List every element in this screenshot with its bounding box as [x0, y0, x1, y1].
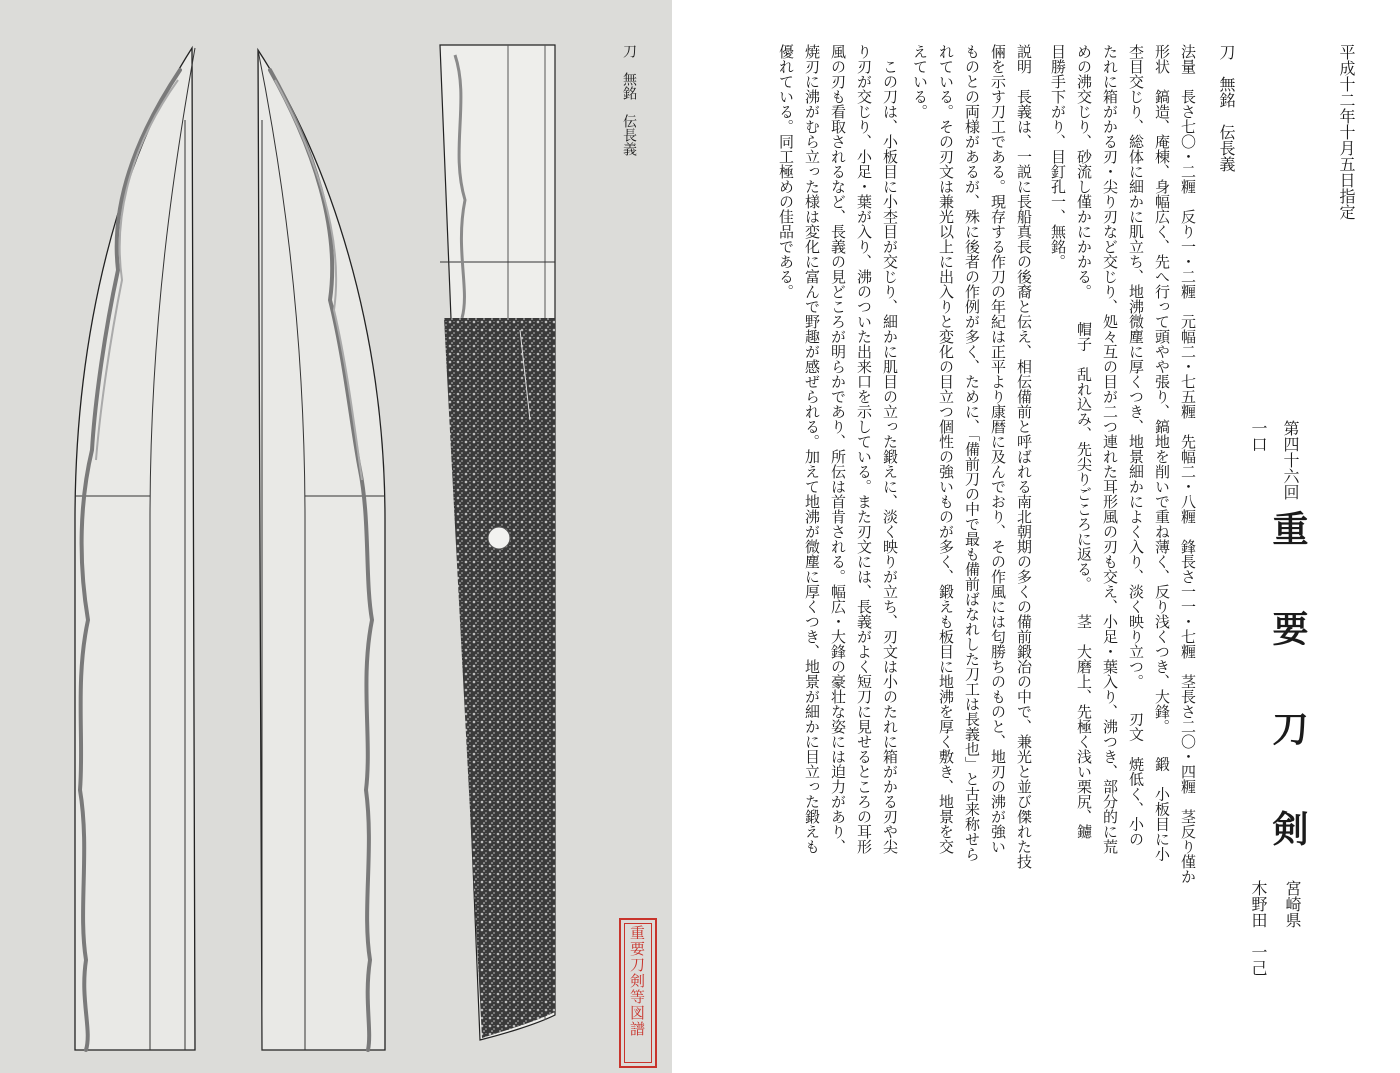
text-column: ものとの両様があるが、殊に後者の作例が多く、ために、「備前刀の中で最も備前ばなれした刀工は長義也」と古来称せら [963, 44, 981, 862]
text-column: えている。 [911, 44, 929, 119]
text-column: 優れている。同工極めの佳品である。 [777, 44, 795, 299]
nakago-rubbing [440, 45, 555, 1040]
text-column: たれに箱がかる刃・尖り刃など交じり、処々互の目が二つ連れた耳形風の刃も交え、小足・葉入り、沸つき、部分的に荒 [1101, 44, 1119, 854]
text-column: 焼刃に沸がむら立った様は変化に富んで野趣が感ぜられる。加えて地沸が微塵に厚くつき、地景が細かに目立った鍛えも [803, 44, 821, 854]
text-column: この刀は、小板目に小杢目が交じり、細かに肌目の立った鍛えに、淡く映りが立ち、刃文は小のたれに箱がかる刃や尖 [881, 44, 899, 854]
text-column: れている。その刃文は兼光以上に出入りと変化の目立つ個性の強いものが多く、鍛えも板目に地沸を厚く敷き、地景を交 [937, 44, 955, 854]
text-column: り刃が交じり、小足・葉が入り、沸のついた出来口を示している。また刃文には、長義がよく短刀に見せるところの耳形 [855, 44, 873, 854]
item-count: 一口 [1249, 420, 1268, 452]
seal-text: 重要刀剣等図譜 [628, 925, 646, 1037]
kissaki-back-drawing [258, 50, 385, 1050]
owner-name: 木野田 一己 [1249, 880, 1268, 976]
text-column: 目勝手下がり、目釘孔一、無銘。 [1049, 44, 1067, 269]
collection-seal [619, 918, 657, 1068]
text-column: 形状 鎬造、庵棟、身幅広く、先へ行って頭やや張り、鎬地を削いで重ね薄く、反り浅くつき、大鋒。 鍛 小板目に小 [1153, 44, 1171, 862]
document-title: 重 要 刀 剣 [1267, 510, 1309, 860]
text-column: 風の刃も看取されるなど、長義の見どころが明らかであり、所伝は首肯される。幅広・大鋒の豪壮な姿には迫力があり、 [829, 44, 847, 854]
text-column: 法量 長さ七〇・二糎 反り一・二糎 元幅二・七五糎 先幅二・八糎 鋒長さ一一・七糎 茎長さ二〇・四糎 茎反り僅か [1179, 44, 1197, 884]
text-column: 説明 長義は、一説に長船真長の後裔と伝え、相伝備前と呼ばれる南北朝期の多くの備前鍛冶の中で、兼光と並び傑れた技 [1015, 44, 1033, 869]
designation-date: 平成十二年十月五日指定 [1337, 44, 1356, 220]
text-column: 倆を示す刀工である。現存する作刀の年紀は正平より康暦に及んでおり、その作風には匂勝ちのものと、地刃の沸が強い [989, 44, 1007, 854]
item-name: 刀 無銘 伝長義 [1217, 44, 1236, 172]
oshigata-illustration [0, 0, 672, 1073]
text-column: めの沸交じり、砂流し僅かにかかる。 帽子 乱れ込み、先尖りごころに返る。 茎 大磨上、先極く浅い栗尻、鑢 [1075, 44, 1093, 839]
description-page [672, 0, 1400, 1073]
kissaki-front-drawing [75, 48, 195, 1050]
text-column: 杢目交じり、総体に細かに肌立ち、地沸微塵に厚くつき、地景細かによく入り、淡く映り立つ。 刃文 焼低く、小の [1127, 44, 1145, 847]
oshigata-page [0, 0, 672, 1073]
prefecture: 宮崎県 [1283, 880, 1302, 928]
oshigata-caption: 刀 無銘 伝長義 [621, 44, 637, 156]
session-number: 第四十六回 [1281, 420, 1300, 500]
